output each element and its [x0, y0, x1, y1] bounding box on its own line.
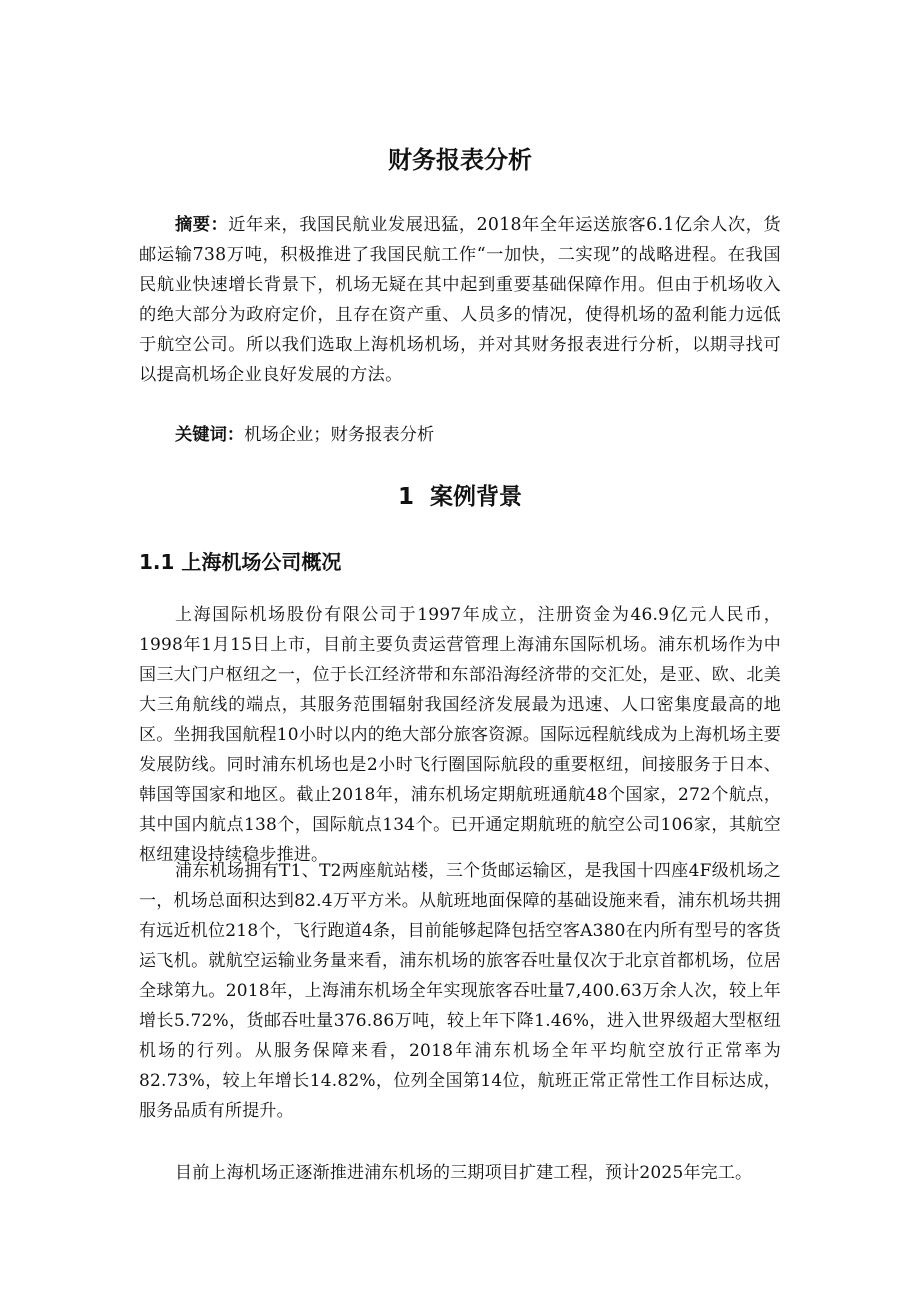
body-paragraph: 浦东机场拥有T1、T2两座航站楼，三个货邮运输区，是我国十四座4F级机场之一，机场总面积达到82.4万平方米。从航班地面保障的基础设施来看，浦东机场共拥有远近机位218个，飞行跑道4条，目前能够起降包括空客A380在内所有型号的客货运飞机。就航空运输业务量来看，浦东机场的旅客吞吐量仅次于北京首都机场，位居全球第九。2018年，上海浦东机场全年实现旅客吞吐量7,400.63万余人次，较上年增长5.72%，货邮吞吐量376.86万吨，较上年下降1.46%，进入世界级超大型枢纽机场的行列。从服务保障来看，2018年浦东机场全年平均航空放行正常率为82.73%，较上年增长14.82%，位列全国第14位，航班正常正常性工作目标达成，服务品质有所提升。 [139, 861, 781, 1121]
keywords [175, 420, 775, 450]
abstract-label: 摘要： [175, 215, 229, 235]
section-heading: 1 案例背景 [397, 484, 523, 510]
abstract-text: 近年来，我国民航业发展迅猛，2018年全年运送旅客6.1亿余人次，货邮运输738万吨，积极推进了我国民航工作“一加快，二实现”的战略进程。在我国民航业快速增长背景下，机场无疑在其中起到重要基础保障作用。但由于机场收入的绝大部分为政府定价，且存在资产重、人员多的情况，使得机场的盈利能力远低于航空公司。所以我们选取上海机场机场，并对其财务报表进行分析，以期寻找可以提高机场企业良好发展的方法。 [139, 215, 781, 385]
body-paragraph: 上海国际机场股份有限公司于1997年成立，注册资金为46.9亿元人民币，1998年1月15日上市，目前主要负责运营管理上海浦东国际机场。浦东机场作为中国三大门户枢纽之一，位于长江经济带和东部沿海经济带的交汇处，是亚、欧、北美大三角航线的端点，其服务范围辐射我国经济发展最为迅速、人口密集度最高的地区。坐拥我国航程10小时以内的绝大部分旅客资源。国际远程航线成为上海机场主要发展防线。同时浦东机场也是2小时飞行圈国际航段的重要枢纽，间接服务于日本、韩国等国家和地区。截止2018年，浦东机场定期航班通航48个国家，272个航点，其中国内航点138个，国际航点134个。已开通定期航班的航空公司106家，其航空枢纽建设持续稳步推进。 [139, 605, 781, 865]
body-paragraph: 目前上海机场正逐渐推进浦东机场的三期项目扩建工程，预计2025年完工。 [175, 1163, 753, 1183]
keywords-text: 机场企业；财务报表分析 [244, 425, 435, 445]
abstract [139, 210, 781, 390]
keywords-label: 关键词： [175, 425, 245, 445]
subsection-heading: 1.1 上海机场公司概况 [139, 550, 342, 574]
document-title: 财务报表分析 [388, 146, 532, 174]
